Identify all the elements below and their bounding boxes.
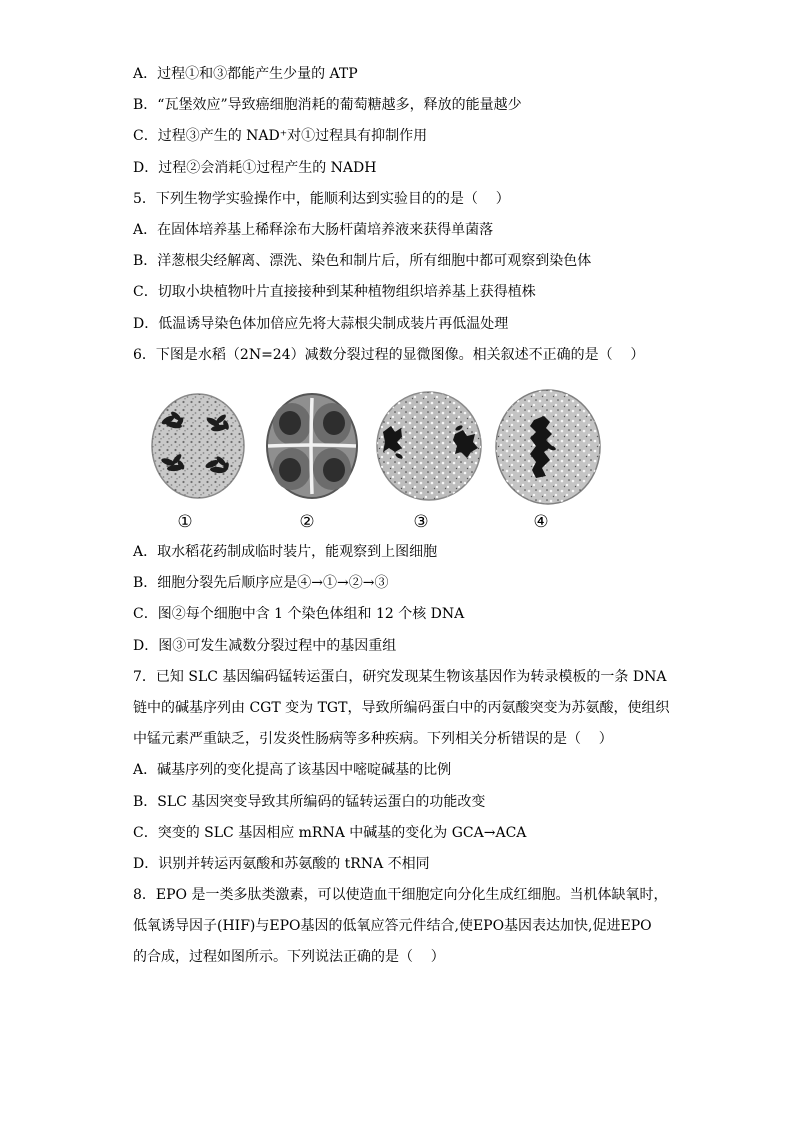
figure-label-4: ④	[533, 512, 549, 532]
q7-option-b: B．SLC 基因突变导致其所编码的锰转运蛋白的功能改变	[133, 793, 486, 810]
q4-option-d: D．过程②会消耗①过程产生的 NADH	[133, 159, 377, 176]
micrograph-2	[265, 392, 359, 500]
figure-label-2: ②	[299, 512, 315, 532]
q8-stem-line-2: 低氧诱导因子(HIF)与EPO基因的低氧应答元件结合,使EPO基因表达加快,促进EPO	[133, 918, 652, 935]
micrograph-3	[375, 390, 483, 503]
tetrad-cell-bottom-left	[273, 448, 311, 490]
tetrad-cell-top-right	[313, 403, 351, 445]
q5-option-a: A．在固体培养基上稀释涂布大肠杆菌培养液来获得单菌落	[133, 221, 494, 238]
q7-option-d: D．识别并转运丙氨酸和苏氨酸的 tRNA 不相同	[133, 855, 430, 872]
q6-option-c: C．图②每个细胞中含 1 个染色体组和 12 个核 DNA	[133, 606, 465, 623]
tetrad-cell-bottom-right	[313, 448, 351, 490]
q4-option-a: A．过程①和③都能产生少量的 ATP	[133, 66, 358, 82]
figure-label-3: ③	[413, 512, 429, 532]
q5-option-b: B．洋葱根尖经解离、漂洗、染色和制片后，所有细胞中都可观察到染色体	[133, 253, 592, 270]
tetrad-cell-top-left	[273, 403, 311, 445]
q6-option-b: B．细胞分裂先后顺序应是④→①→②→③	[133, 575, 389, 592]
q8-stem-line-3: 的合成，过程如图所示。下列说法正确的是（ ）	[133, 949, 445, 966]
q7-stem-line-3: 中锰元素严重缺乏，引发炎性肠病等多种疾病。下列相关分析错误的是（ ）	[133, 731, 613, 748]
upper-text-block	[133, 59, 693, 371]
q5-option-c: C．切取小块植物叶片直接接种到某种植物组织培养基上获得植株	[133, 284, 536, 301]
q4-option-c: C．过程③产生的 NAD⁺对①过程具有抑制作用	[133, 128, 428, 145]
q7-option-c: C．突变的 SLC 基因相应 mRNA 中碱基的变化为 GCA→ACA	[133, 824, 527, 841]
figure-label-1: ①	[177, 512, 193, 532]
q6-figure	[0, 380, 794, 537]
q8-stem-line-1: 8．EPO 是一类多肽类激素，可以使造血干细胞定向分化生成红细胞。当机体缺氧时，	[133, 887, 668, 904]
q7-option-a: A．碱基序列的变化提高了该基因中嘧啶碱基的比例	[133, 762, 452, 779]
q6-stem: 6．下图是水稻（2N=24）减数分裂过程的显微图像。相关叙述不正确的是（ ）	[133, 346, 645, 363]
lower-text-block	[133, 537, 693, 974]
q7-stem-line-2: 链中的碱基序列由 CGT 变为 TGT，导致所编码蛋白中的丙氨酸突变为苏氨酸，使组织	[133, 699, 670, 716]
q5-stem: 5．下列生物学实验操作中，能顺利达到实验目的的是（ ）	[133, 190, 510, 207]
q4-option-b: B．“瓦堡效应”导致癌细胞消耗的葡萄糖越多，释放的能量越少	[133, 97, 522, 114]
q7-stem-line-1: 7．已知 SLC 基因编码锰转运蛋白，研究发现某生物该基因作为转录模板的一条 DNA	[133, 668, 667, 685]
micrograph-4	[494, 388, 602, 506]
micrograph-1	[150, 392, 246, 500]
cell-wall-horizontal	[268, 445, 356, 446]
q6-option-d: D．图③可发生减数分裂过程中的基因重组	[133, 637, 397, 654]
q6-option-a: A．取水稻花药制成临时装片，能观察到上图细胞	[133, 544, 438, 560]
q5-option-d: D．低温诱导染色体加倍应先将大蒜根尖制成装片再低温处理	[133, 315, 509, 332]
